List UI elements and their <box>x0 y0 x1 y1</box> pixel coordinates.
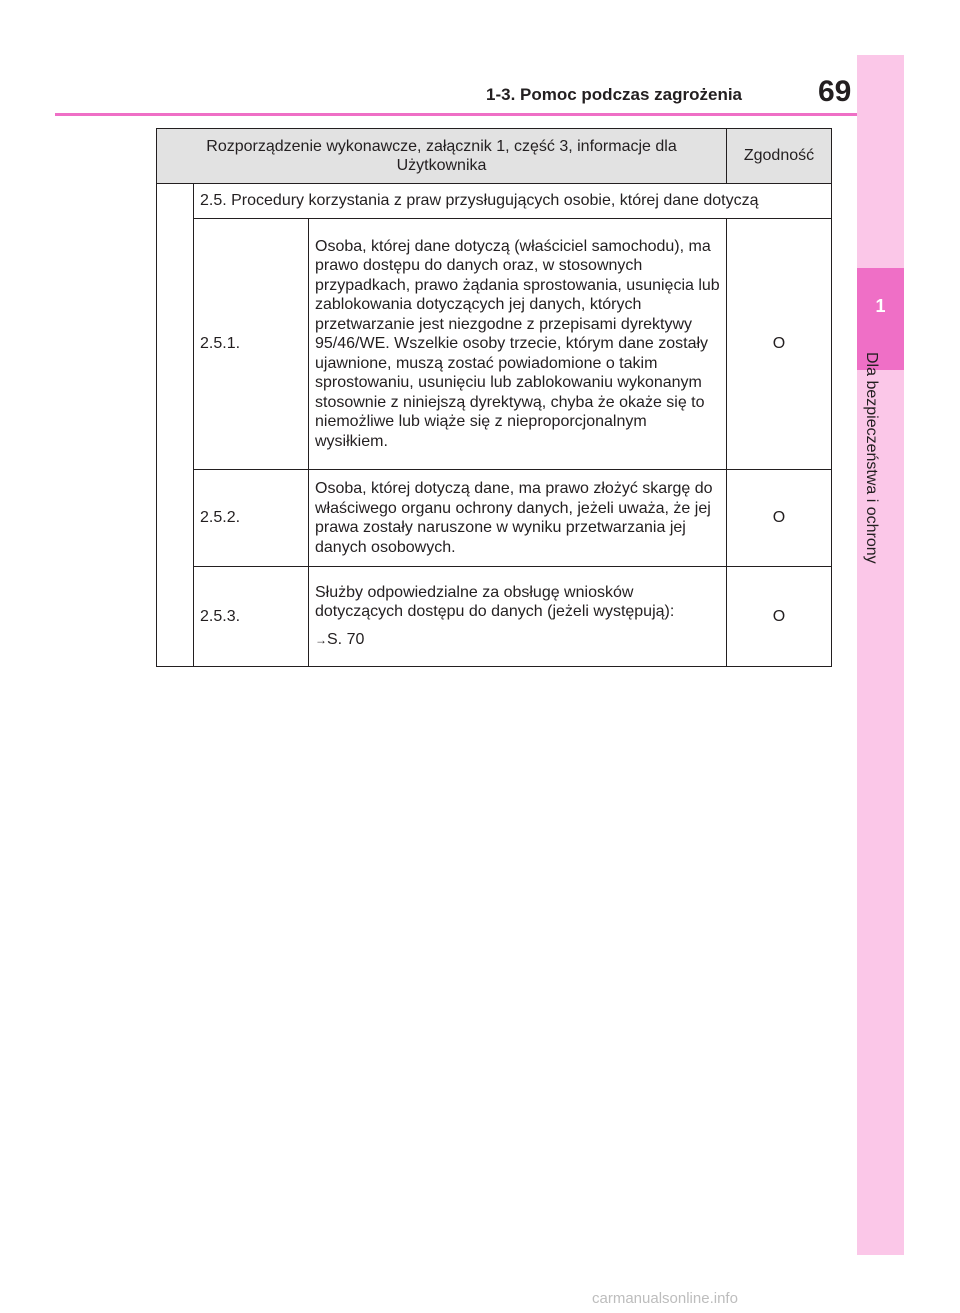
row-compliance: O <box>727 470 832 567</box>
watermark: carmanualsonline.info <box>592 1290 738 1307</box>
regulation-table <box>156 128 832 667</box>
chapter-sidebar <box>857 55 904 1255</box>
page-reference-text: S. 70 <box>327 630 365 648</box>
blank-column <box>157 184 194 667</box>
section-header-title: 1-3. Pomoc podczas zagrożenia <box>486 85 743 104</box>
table-row <box>157 567 832 667</box>
row-number: 2.5.1. <box>194 219 309 470</box>
table-header-row <box>157 129 832 184</box>
row-description: Osoba, której dane dotyczą (właściciel samochodu), ma prawo dostępu do danych oraz, w stosownych przypadkach, prawo żądania sprostowania, usunięcia lub zablokowania dotyczących jej danych, których przetwarzanie jest niezgodne z przepisami dyrektywy 95/46/WE. Wszelkie osoby trzecie, którym dane zostały ujawnione, muszą zostać powiadomione o takim sprostowaniu, usunięciu lub zablokowaniu wykonanym stosownie z niniejszą dyrektywą, chyba że okaże się to niemożliwe lub wiąże się z nieproporcjonalnym wysiłkiem. <box>309 219 727 470</box>
chapter-number: 1 <box>875 296 886 316</box>
table-row <box>157 219 832 470</box>
header-compliance: Zgodność <box>727 129 832 184</box>
table-row <box>157 470 832 567</box>
row-compliance: O <box>727 567 832 667</box>
row-number: 2.5.3. <box>194 567 309 667</box>
section-title: 2.5. Procedury korzystania z praw przysługujących osobie, której dane dotyczą <box>194 184 832 219</box>
chapter-label: Dla bezpieczeństwa i ochrony <box>863 352 880 564</box>
row-description: Osoba, której dotyczą dane, ma prawo złożyć skargę do właściwego organu ochrony danych, jeżeli uważa, że jej prawa zostały naruszone w wyniku przetwarzania jej danych osobowych. <box>309 470 727 567</box>
section-row <box>157 184 832 219</box>
header-rule <box>55 113 857 116</box>
row-compliance: O <box>727 219 832 470</box>
page-number: 69 <box>818 75 852 108</box>
row-description-text: Służby odpowiedzialne za obsługę wniosków dotyczących dostępu do danych (jeżeli występują): <box>315 583 675 621</box>
row-description <box>309 567 727 667</box>
header-regulation: Rozporządzenie wykonawcze, załącznik 1, część 3, informacje dla Użytkownika <box>157 129 727 184</box>
page-reference[interactable] <box>315 630 720 651</box>
arrow-right-icon: → <box>315 632 327 647</box>
row-number: 2.5.2. <box>194 470 309 567</box>
